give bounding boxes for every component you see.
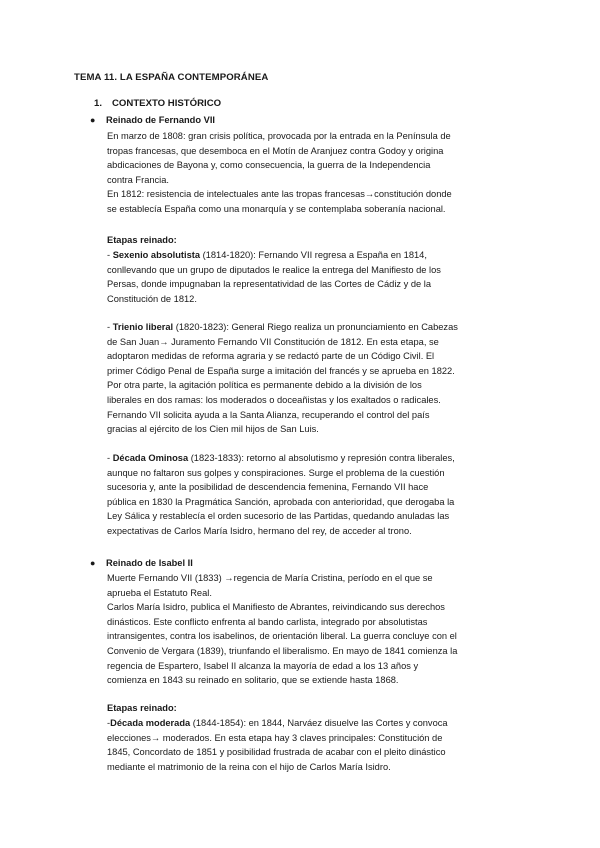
text-line: (1823-1833): retorno al absolutismo y represión contra liberales, [188,453,455,463]
section-label: CONTEXTO HISTÓRICO [112,98,222,109]
paragraph-moderada [107,716,527,774]
text-line: gracias al ejército de los Cien mil hijos de San Luis. [107,424,319,435]
text-line: Fernando VII solicita ayuda a la Santa Alianza, recuperando el control del país [107,409,430,420]
text-line: contra Francia. [107,174,170,185]
era-name: Década Ominosa [112,453,189,463]
heading-isabel: Reinado de Isabel II [106,558,193,568]
text-line: Convenio de Vergara (1839), triunfando el liberalismo. En mayo de 1841 comienza la [107,645,458,656]
text-line: Persas, donde impugnaban la representatividad de las Cortes de Cádiz y de la [107,279,432,290]
text-line: pública en 1830 la Pragmática Sanción, aprobada con anterioridad, que derogaba la [107,496,455,507]
text-line: aprueba el Estatuto Real. [107,587,212,598]
paragraph-fernando-intro [107,129,527,217]
text-line: conllevando que un grupo de diputados le realice la entrega del Manifiesto de los [107,264,441,275]
dash: - [107,453,113,463]
text-line: regencia de Espartero, Isabel II alcanza la mayoría de edad a los 13 años y [107,660,419,671]
text-line: tropas francesas, que desemboca en el Motín de Aranjuez contra Godoy y origina [107,145,444,156]
text-line: 1845, Concordato de 1851 y posibilidad frustrada de acabar con el pleito dinástico [107,747,446,758]
text-line: Muerte Fernando VII (1833) →regencia de María Cristina, período en el que se [107,573,433,583]
text-line: aunque no faltaron sus golpes y conspiraciones. Surge el problema de la cuestión [107,467,445,478]
text-line: se establecía España como una monarquía y se contemplaba soberanía nacional. [107,203,446,214]
era-name: Década moderada [110,718,191,728]
text-line: (1814-1820): Fernando VII regresa a España en 1814, [200,250,427,260]
document-title: TEMA 11. LA ESPAÑA CONTEMPORÁNEA [74,72,269,83]
text-line: (1844-1854): en 1844, Narváez disuelve las Cortes y convoca [190,718,448,728]
bullet-heading-fernando [90,113,215,128]
paragraph-trienio [107,320,527,437]
bullet-icon: ● [90,558,96,568]
text-line: (1820-1823): General Riego realiza un pronunciamiento en Cabezas [173,322,458,332]
paragraph-sexenio [107,248,527,306]
text-line: En marzo de 1808: gran crisis política, provocada por la entrada en la Península de [107,131,451,141]
text-line: Carlos María Isidro, publica el Manifiesto de Abrantes, reivindicando sus derechos [107,602,445,613]
text-line: Ley Sálica y restablecía el orden sucesorio de las Partidas, quedando anuladas las [107,511,450,522]
dash: - [107,322,113,332]
subheading-etapas-fernando: Etapas reinado: [107,235,177,245]
bullet-heading-isabel [90,556,193,571]
section-number: 1. [94,98,103,109]
era-name: Sexenio absolutista [112,250,201,260]
paragraph-isabel-intro [107,571,527,688]
text-line: de San Juan→ Juramento Fernando VII Constitución de 1812. En esta etapa, se [107,336,439,347]
dash: - [107,718,111,728]
text-line: En 1812: resistencia de intelectuales ante las tropas francesas→constitución donde [107,189,452,200]
text-line: mediante el matrimonio de la reina con el hijo de Carlos María Isidro. [107,761,391,772]
text-line: Constitución de 1812. [107,293,197,304]
bullet-icon: ● [90,115,96,125]
text-line: Por otra parte, la agitación política es permanente debido a la división de los [107,380,422,391]
text-line: intransigentes, contra los isabelinos, de orientación liberal. La guerra concluye con el [107,631,457,642]
text-line: expectativas de Carlos María Isidro, hermano del rey, de acceder al trono. [107,525,412,536]
era-name: Trienio liberal [112,322,174,332]
text-line: primer Código Penal de España surge a imitación del francés y se aprueba en 1822. [107,365,455,376]
section-heading [94,97,221,112]
text-line: liberales en dos ramas: los moderados o doceañistas y los exaltados o radicales. [107,394,441,405]
text-line: comienza en 1843 su reinado en solitario, que se extiende hasta 1868. [107,675,399,686]
text-line: abdicaciones de Bayona y, como consecuencia, la guerra de la Independencia [107,160,431,171]
subheading-etapas-isabel: Etapas reinado: [107,703,177,713]
text-line: dinásticos. Este conflicto enfrenta al bando carlista, integrado por absolutistas [107,616,428,627]
text-line: adoptaron medidas de reforma agraria y se redactó parte de un Código Civil. El [107,351,435,362]
text-line: elecciones→ moderados. En esta etapa hay 3 claves principales: Constitución de [107,732,443,743]
paragraph-ominosa [107,451,527,539]
dash: - [107,250,113,260]
text-line: sucesoria y, ante la posibilidad de descendencia femenina, Fernando VII hace [107,482,429,493]
heading-fernando: Reinado de Fernando VII [106,115,215,125]
